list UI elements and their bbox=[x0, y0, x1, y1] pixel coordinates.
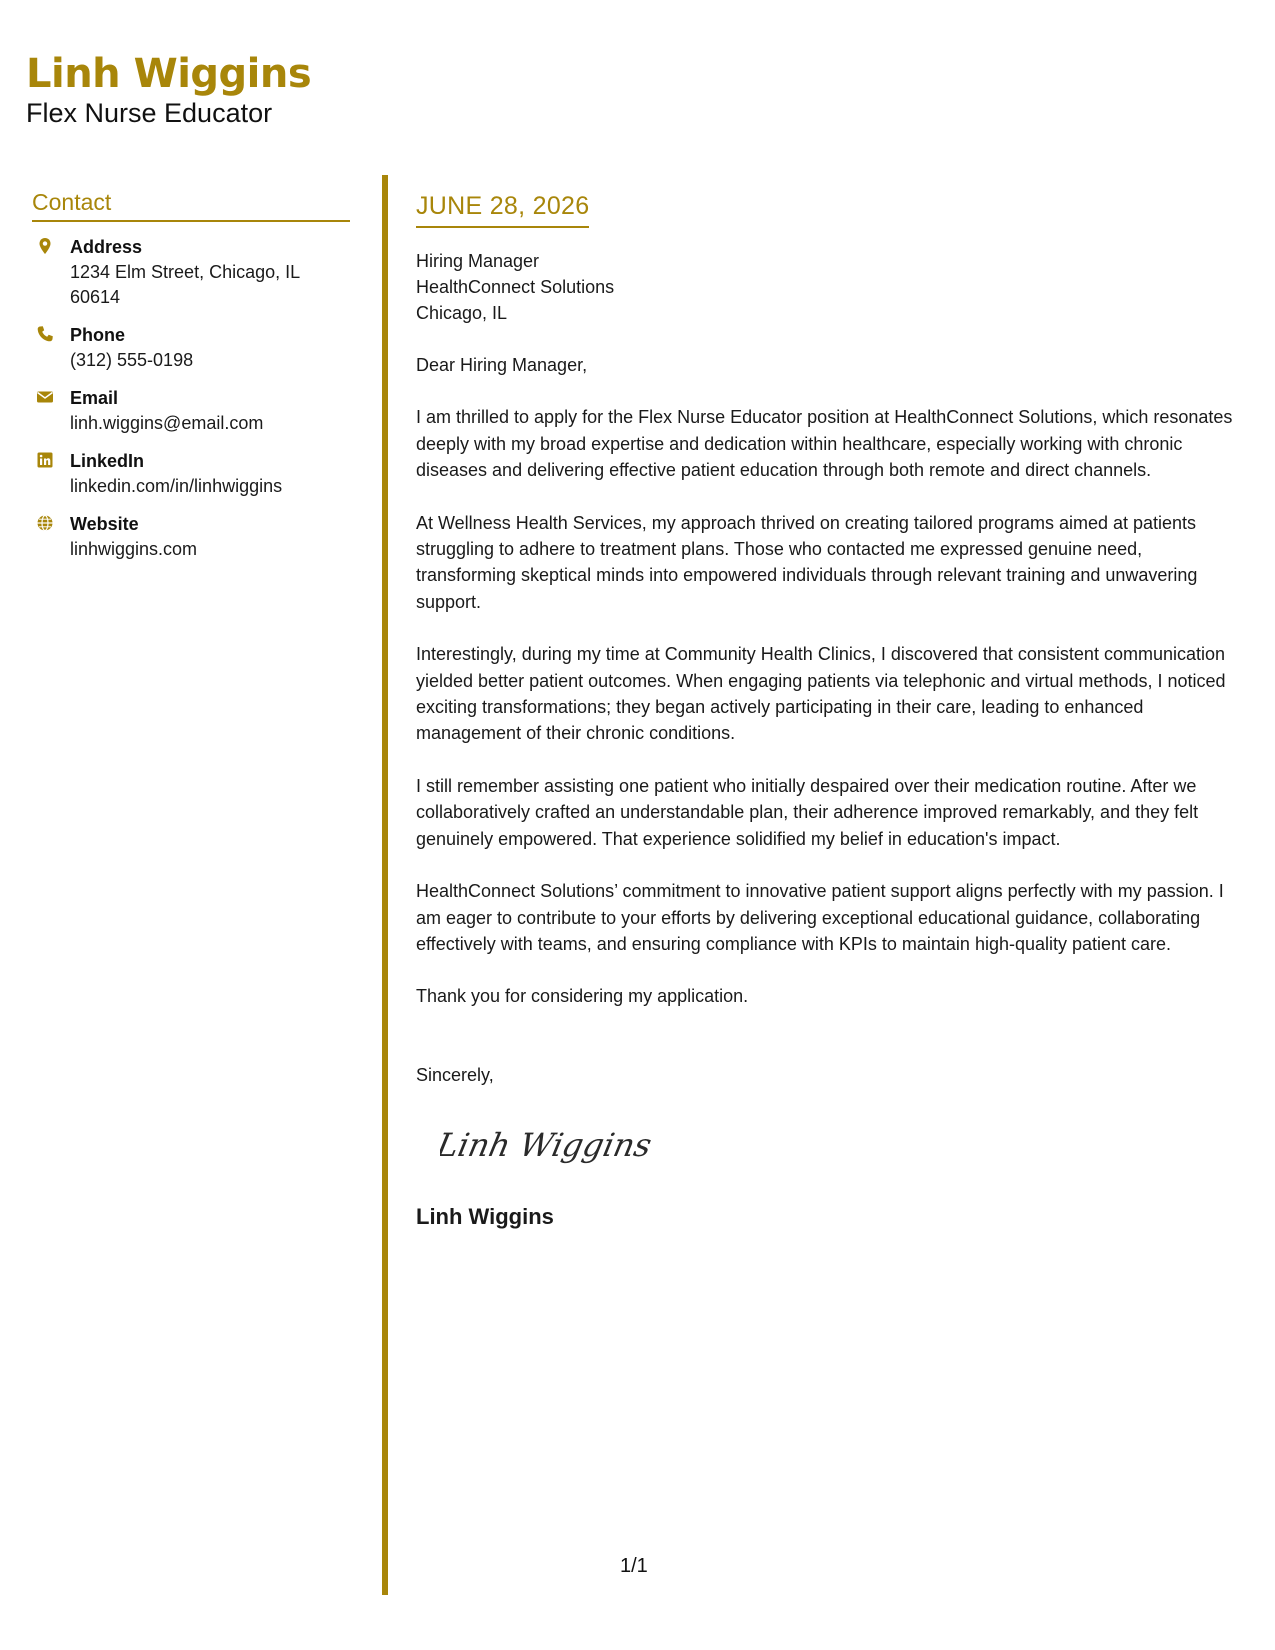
contact-website bbox=[32, 512, 350, 562]
contact-sidebar bbox=[32, 188, 350, 562]
body-paragraph: Thank you for considering my application. bbox=[416, 986, 749, 1007]
contact-heading: Contact bbox=[32, 188, 350, 222]
contact-linkedin bbox=[32, 449, 350, 499]
closing: Sincerely, bbox=[416, 1064, 494, 1085]
letter-date: JUNE 28, 2026 bbox=[416, 190, 589, 228]
location-pin-icon bbox=[36, 237, 54, 255]
linkedin-label: LinkedIn bbox=[70, 451, 145, 471]
svg-text:Linh Wiggins: Linh Wiggins bbox=[440, 1126, 655, 1164]
phone-value: (312) 555-0198 bbox=[70, 350, 194, 370]
website-value: linhwiggins.com bbox=[70, 539, 198, 559]
globe-icon bbox=[36, 514, 54, 532]
website-label: Website bbox=[70, 514, 139, 534]
contact-email bbox=[32, 386, 350, 436]
recipient-line: Chicago, IL bbox=[416, 303, 508, 323]
resume-header bbox=[26, 50, 311, 130]
signed-name: Linh Wiggins bbox=[416, 1203, 554, 1229]
applicant-name: Linh Wiggins bbox=[26, 51, 312, 97]
recipient-line: HealthConnect Solutions bbox=[416, 277, 615, 297]
body-paragraph: I am thrilled to apply for the Flex Nurse Educator position at HealthConnect Solutions, which resonates deeply with my broad expertise and dedication within healthcare, especially working with chronic diseases and delivering effective patient education through both remote and direct channels. bbox=[416, 407, 1233, 481]
page-number: 1/1 bbox=[620, 1555, 648, 1577]
address-label: Address bbox=[70, 237, 143, 257]
address-value: 1234 Elm Street, Chicago, IL 60614 bbox=[70, 262, 300, 307]
linkedin-value: linkedin.com/in/linhwiggins bbox=[70, 476, 283, 496]
contact-phone bbox=[32, 323, 350, 373]
linkedin-icon bbox=[36, 451, 54, 469]
recipient-block bbox=[416, 248, 1246, 326]
email-value: linh.wiggins@email.com bbox=[70, 413, 264, 433]
body-paragraph: Interestingly, during my time at Community Health Clinics, I discovered that consistent communication yielded better patient outcomes. When engaging patients via telephonic and virtual methods, I noticed exciting transformations; they began actively participating in their care, leading to enhanced management of their chronic conditions. bbox=[416, 644, 1226, 744]
handwritten-signature bbox=[440, 1114, 670, 1174]
body-paragraph: I still remember assisting one patient who initially despaired over their medication routine. After we collaboratively crafted an understandable plan, their adherence improved remarkably, and they felt genuinely empowered. That experience solidified my belief in education's impact. bbox=[416, 775, 1199, 849]
recipient-line: Hiring Manager bbox=[416, 251, 540, 271]
phone-label: Phone bbox=[70, 325, 126, 345]
salutation: Dear Hiring Manager, bbox=[416, 355, 588, 375]
phone-icon bbox=[36, 325, 54, 343]
contact-address bbox=[32, 235, 350, 310]
body-paragraph: HealthConnect Solutions’ commitment to innovative patient support aligns perfectly with my passion. I am eager to contribute to your efforts by delivering exceptional educational guidance, collaborating effectively with teams, and ensuring compliance with KPIs to maintain high-quality patient care. bbox=[416, 881, 1224, 954]
vertical-divider bbox=[382, 175, 388, 1595]
envelope-icon bbox=[36, 388, 54, 406]
email-label: Email bbox=[70, 388, 119, 408]
body-paragraph: At Wellness Health Services, my approach thrived on creating tailored programs aimed at patients struggling to adhere to treatment plans. Those who contacted me expressed genuine need, transforming skeptical minds into empowered individuals through relevant training and unwavering support. bbox=[416, 512, 1198, 612]
letter-body bbox=[416, 190, 1246, 1231]
job-title: Flex Nurse Educator bbox=[26, 98, 273, 128]
